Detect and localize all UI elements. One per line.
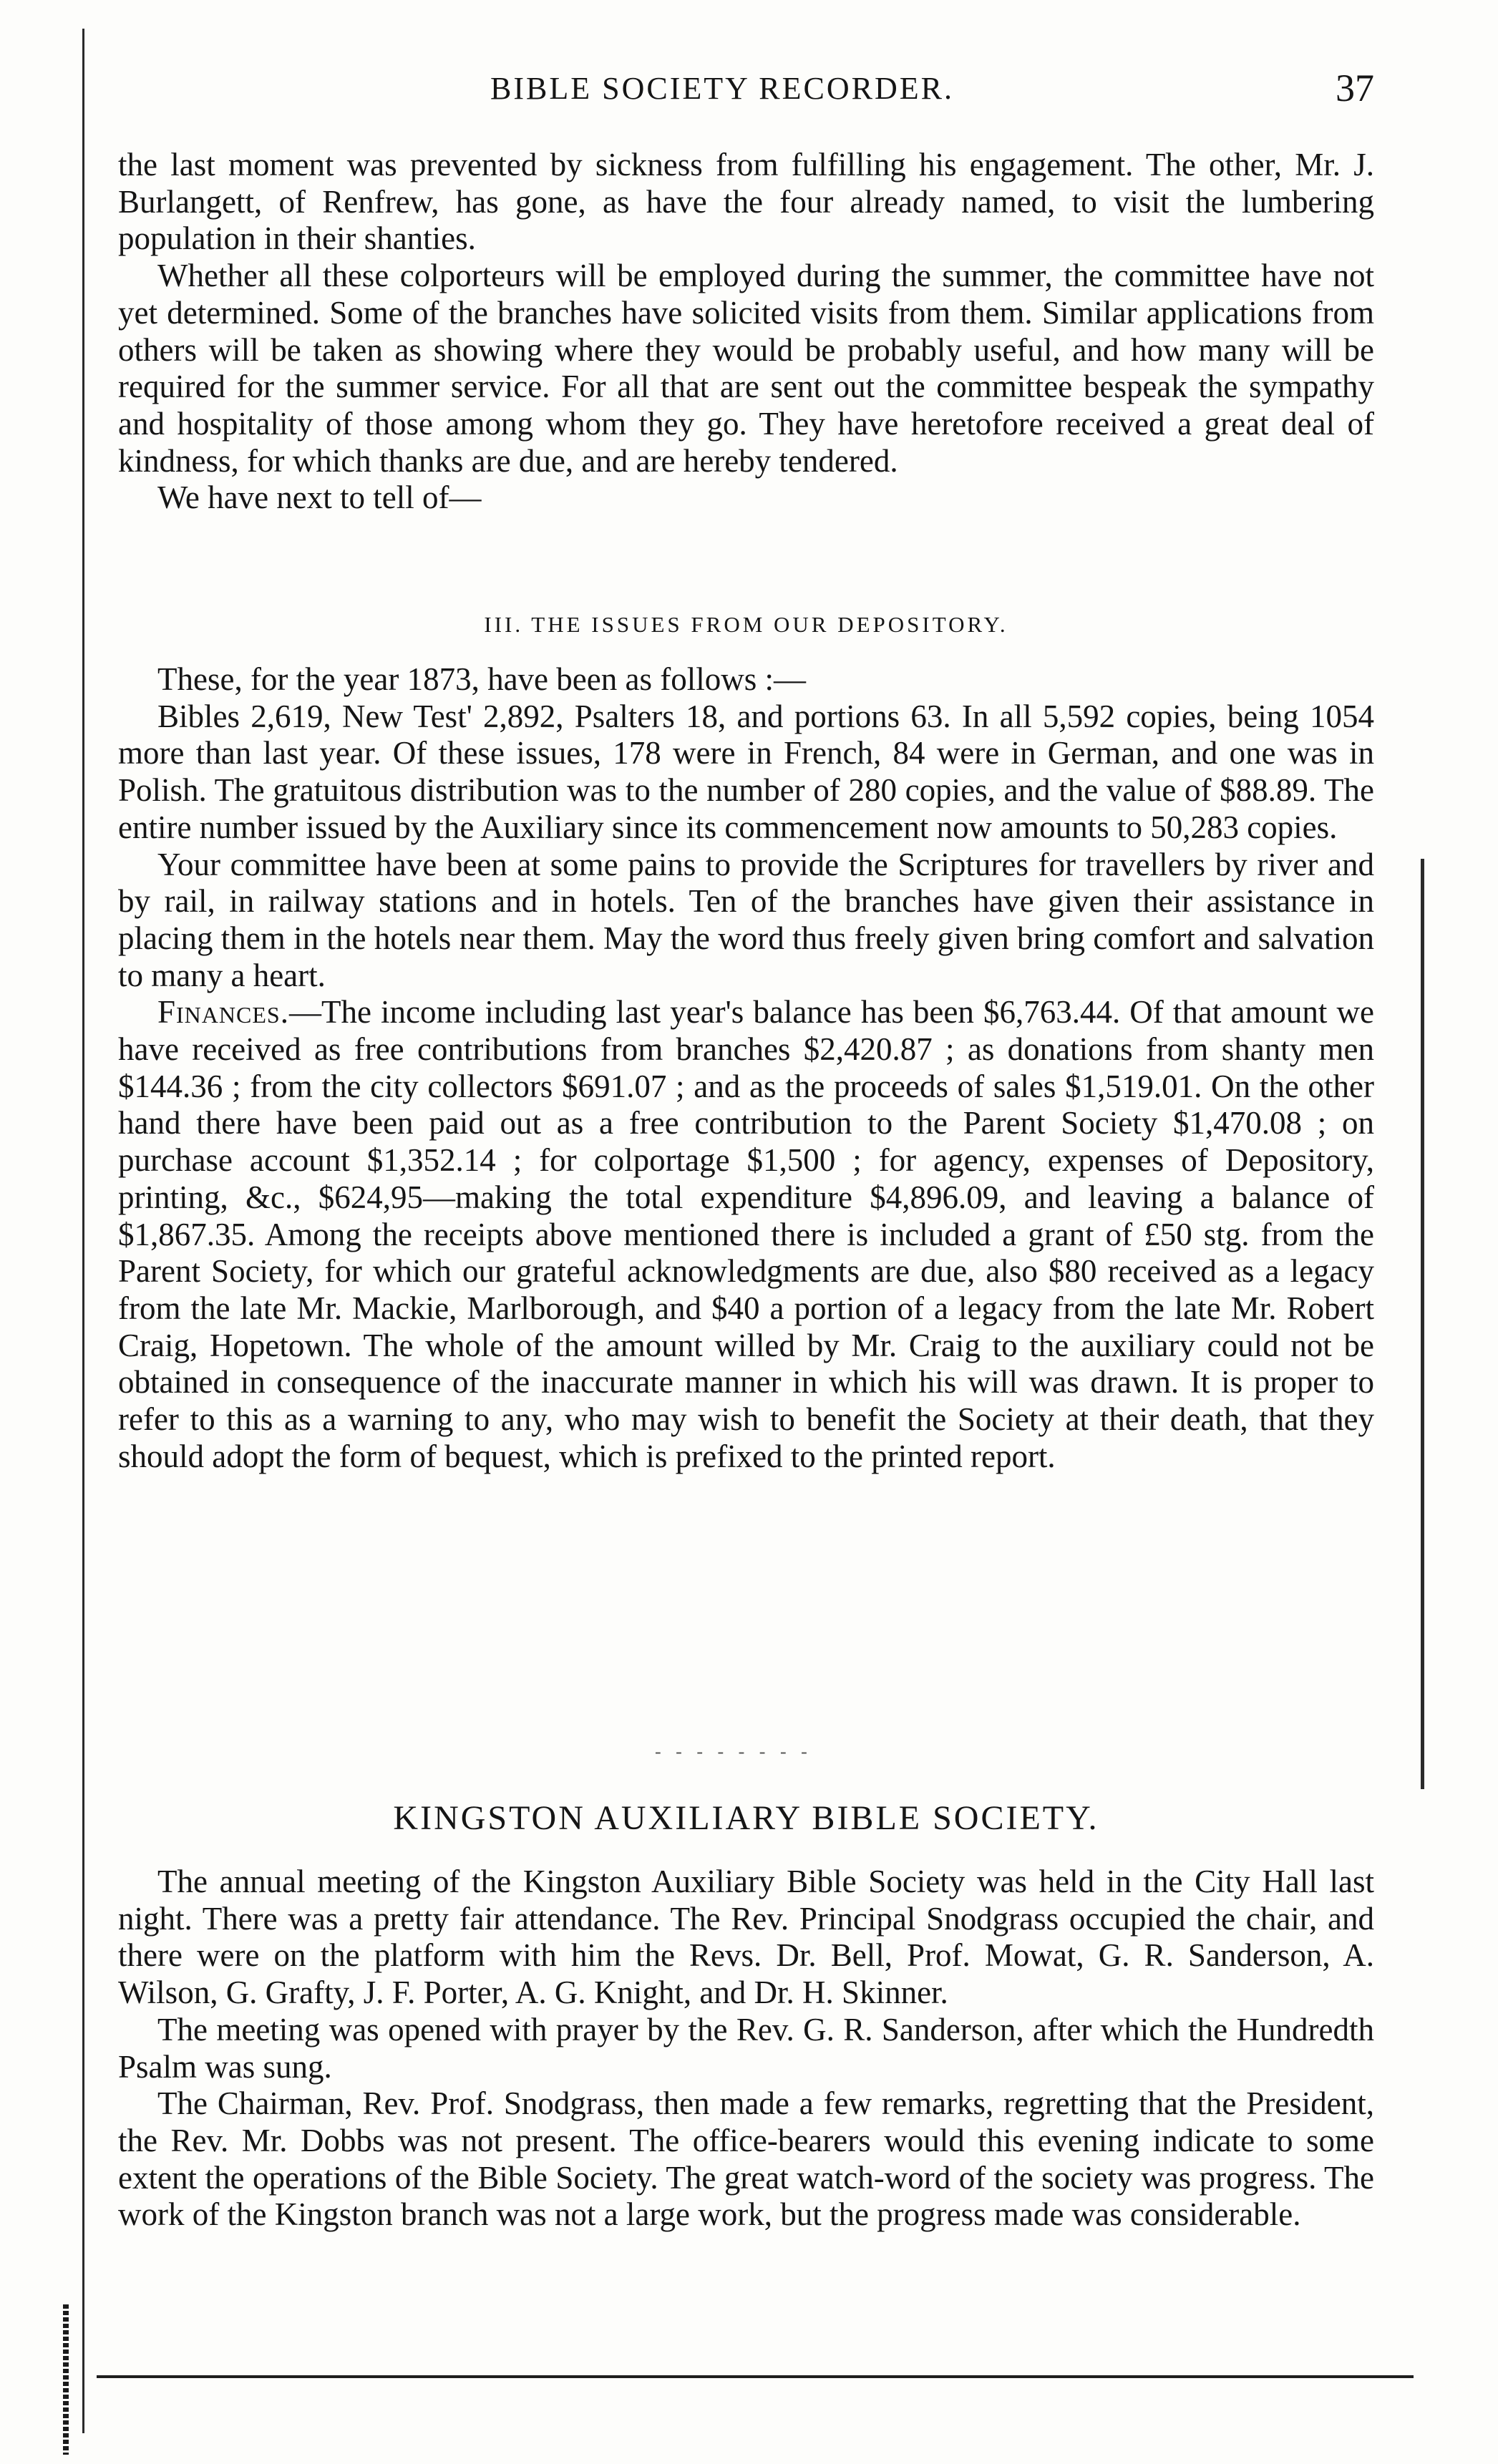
paragraph: These, for the year 1873, have been as follows :— <box>157 661 806 697</box>
paragraph: the last moment was prevented by sickness from fulfilling his engagement. The other, Mr. J. Burlangett, of Renfrew, has gone, as have the four already named, to visit the lumbering population in their shanties. <box>118 147 1374 257</box>
body-section-kingston <box>118 1864 1374 2234</box>
right-margin-rule <box>1421 859 1424 1789</box>
section-subheading: III. THE ISSUES FROM OUR DEPOSITORY. <box>484 612 1008 637</box>
paragraph: Your committee have been at some pains to provide the Scriptures for travellers by river and by rail, in railway stations and in hotels. Ten of the branches have given their assistance in placing them in the hotels near them. May the word thus freely given bring comfort and salvation to many a heart. <box>118 846 1374 993</box>
paragraph: Whether all these colporteurs will be employed during the summer, the committee have not yet determined. Some of the branches have solicited visits from them. Similar applications from others will be taken as showing where they would be probably useful, and how many will be required for the summer service. For all that are sent out the committee bespeak the sympathy and hospitality of those among whom they go. They have heretofore received a great deal of kindness, for which thanks are due, and are hereby tendered. <box>118 258 1374 479</box>
finances-lead: Finances. <box>157 994 289 1031</box>
binding-edge-mark <box>63 2304 69 2455</box>
left-column-rule <box>82 29 84 2433</box>
paragraph: The meeting was opened with prayer by the Rev. G. R. Sanderson, after which the Hundredth Psalm was sung. <box>118 2011 1374 2085</box>
article-title: KINGSTON AUXILIARY BIBLE SOCIETY. <box>393 1799 1099 1837</box>
body-section-colporteurs <box>118 147 1374 517</box>
body-section-issues <box>118 661 1374 1475</box>
paragraph: The annual meeting of the Kingston Auxiliary Bible Society was held in the City Hall last night. There was a pretty fair attendance. The Rev. Principal Snodgrass occupied the chair, and there were on the platform with him the Revs. Dr. Bell, Prof. Mowat, G. R. Sanderson, A. Wilson, G. Grafty, J. F. Porter, A. G. Knight, and Dr. H. Skinner. <box>118 1864 1374 2011</box>
page-number: 37 <box>1336 67 1374 109</box>
paragraph: Bibles 2,619, New Test' 2,892, Psalters 18, and portions 63. In all 5,592 copies, being 1054 more than last year. Of these issues, 178 were in French, 84 were in German, and one was in Polish. The gratuitous distribution was to the number of 280 copies, and the value of $88.89. The entire number issued by the Auxiliary since its commencement now amounts to 50,283 copies. <box>118 698 1374 845</box>
paragraph: We have next to tell of— <box>157 479 482 516</box>
paragraph-finances <box>118 994 1374 1475</box>
page-header <box>118 66 1374 116</box>
paragraph: The Chairman, Rev. Prof. Snodgrass, then made a few remarks, regretting that the President, the Rev. Mr. Dobbs was not present. The office-bearers would this evening indicate to some extent the operations of the Bible Society. The great watch-word of the society was progress. The work of the Kingston branch was not a large work, but the progress made was considerable. <box>118 2085 1374 2233</box>
running-head: BIBLE SOCIETY RECORDER. <box>490 71 954 106</box>
section-separator: - - - - - - - - <box>655 1741 812 1762</box>
bottom-rule <box>97 2375 1414 2378</box>
finances-body: —The income including last year's balance has been $6,763.44. Of that amount we have received as free contributions from branches $2,420.87 ; as donations from shanty men $144.36 ; from the city collectors $691.07 ; and as the proceeds of sales $1,519.01. On the other hand there have been paid out as a free contribution to the Parent Society $1,470.08 ; on purchase account $1,352.14 ; for colportage $1,500 ; for agency, expenses of Depository, printing, &c., $624,95—making the total expenditure $4,896.09, and leaving a balance of $1,867.35. Among the receipts above mentioned there is included a grant of £50 stg. from the Parent Society, for which our grateful acknowledgments are due, also $80 received as a legacy from the late Mr. Mackie, Marlborough, and $40 a portion of a legacy from the late Mr. Robert Craig, Hopetown. The whole of the amount willed by Mr. Craig to the auxiliary could not be obtained in consequence of the inaccurate manner in which his will was drawn. It is proper to refer to this as a warning to any, who may wish to benefit the Society at their death, that they should adopt the form of bequest, which is prefixed to the printed report. <box>118 994 1374 1474</box>
